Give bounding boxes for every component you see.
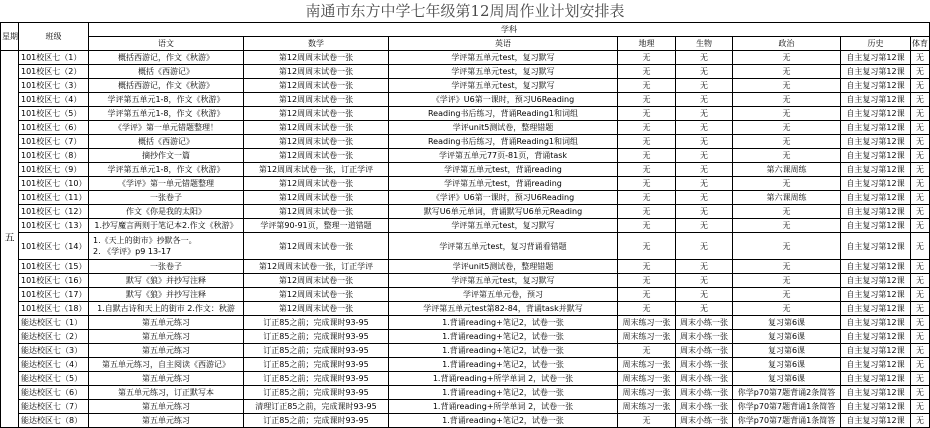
english-cell[interactable]: 1.背诵reading+笔记2，试卷一张 [389,344,618,358]
english-cell[interactable]: 学评第五单元test，复习默写 [389,274,618,288]
table-row [1,135,930,149]
table-row [1,414,930,428]
biology-cell[interactable]: 无 [676,163,733,177]
math-cell[interactable]: 第12周周末试卷一张 [244,135,389,149]
math-cell[interactable]: 第12周周末试卷一张 [244,65,389,79]
politics-cell[interactable]: 无 [733,51,841,65]
pe-cell[interactable]: 无 [911,372,930,386]
english-cell[interactable]: 学评第五单元test，复习背诵看错题 [389,233,618,260]
biology-cell[interactable]: 周末小练一张 [676,372,733,386]
math-cell[interactable]: 第12周周末试卷一张 [244,121,389,135]
table-row [1,121,930,135]
table-row [1,302,930,316]
math-cell[interactable]: 第12周周末试卷一张 [244,93,389,107]
geography-cell[interactable]: 无 [618,344,676,358]
class-cell[interactable]: 101校区七（7） [19,135,89,149]
history-cell[interactable]: 自主复习第12课 [841,288,911,302]
history-cell[interactable]: 自主复习第12课 [841,358,911,372]
chinese-cell[interactable]: 第五单元练习，订正默写本 [89,386,244,400]
biology-cell[interactable]: 周末小练一张 [676,344,733,358]
pe-cell[interactable]: 无 [911,51,930,65]
history-cell[interactable]: 自主复习第12课 [841,400,911,414]
english-cell[interactable]: 1.背诵reading+笔记2，试卷一张 [389,330,618,344]
history-cell[interactable]: 自主复习第12课 [841,414,911,428]
politics-cell[interactable]: 你学p70第7题背诵2条简答 [733,386,841,400]
cell-line: 1.《天上的街市》抄默各一。 [93,236,197,245]
math-cell[interactable]: 第12周周末试卷一张 [244,79,389,93]
biology-cell[interactable]: 无 [676,65,733,79]
math-cell[interactable]: 第12周周末试卷一张 [244,302,389,316]
math-cell[interactable]: 订正85之前；完成课时93-95 [244,414,389,428]
history-cell[interactable]: 自主复习第12课 [841,233,911,260]
chinese-cell[interactable]: 默写《狼》并抄写注释 [89,274,244,288]
biology-cell[interactable]: 无 [676,288,733,302]
chinese-cell[interactable]: 第五单元练习 [89,330,244,344]
header-math: 数学 [244,37,389,51]
table-row [1,205,930,219]
biology-cell[interactable]: 无 [676,191,733,205]
geography-cell[interactable]: 无 [618,302,676,316]
math-cell[interactable]: 第12周周末试卷一张 [244,288,389,302]
biology-cell[interactable]: 无 [676,51,733,65]
geography-cell[interactable]: 无 [618,135,676,149]
table-row [1,288,930,302]
chinese-cell[interactable]: 1.自默古诗和天上的街市 2.作文：秋游 [89,302,244,316]
chinese-cell[interactable]: 第五单元练习 [89,400,244,414]
geography-cell[interactable]: 无 [618,260,676,274]
table-body [1,51,930,428]
biology-cell[interactable]: 无 [676,260,733,274]
chinese-cell[interactable]: 摘抄作文一篇 [89,149,244,163]
class-cell[interactable]: 能达校区七（4） [19,358,89,372]
table-row [1,400,930,414]
math-cell[interactable]: 第12周周末试卷一张 [244,191,389,205]
class-cell[interactable]: 101校区七（5） [19,107,89,121]
pe-cell[interactable]: 无 [911,163,930,177]
biology-cell[interactable]: 周末小练一张 [676,386,733,400]
class-cell[interactable]: 101校区七（3） [19,79,89,93]
english-cell[interactable]: 学评unit5测试卷，整理错题 [389,260,618,274]
pe-cell[interactable]: 无 [911,135,930,149]
history-cell[interactable]: 自主复习第12课 [841,65,911,79]
geography-cell[interactable]: 无 [618,107,676,121]
pe-cell[interactable]: 无 [911,400,930,414]
politics-cell[interactable]: 无 [733,233,841,260]
pe-cell[interactable]: 无 [911,191,930,205]
class-cell[interactable]: 101校区七（8） [19,149,89,163]
math-cell[interactable]: 订正85之前；完成课时93-95 [244,358,389,372]
geography-cell[interactable]: 周末练习一张 [618,372,676,386]
history-cell[interactable]: 自主复习第12课 [841,386,911,400]
chinese-cell[interactable]: 《学评》第一单元错题整理 [89,177,244,191]
chinese-cell[interactable]: 第五单元练习 [89,372,244,386]
header-biology: 生物 [676,37,733,51]
biology-cell[interactable]: 周末小练一张 [676,316,733,330]
chinese-cell[interactable]: 作文《你是我的太阳》 [89,205,244,219]
politics-cell[interactable]: 你学p70第7题背诵1条简答 [733,400,841,414]
chinese-cell[interactable]: 学评第五单元1-8，作文《秋游》 [89,93,244,107]
table-row [1,191,930,205]
politics-cell[interactable]: 无 [733,260,841,274]
biology-cell[interactable]: 无 [676,219,733,233]
geography-cell[interactable]: 无 [618,233,676,260]
chinese-cell[interactable]: 概括西游记，作文《秋游》 [89,79,244,93]
english-cell[interactable]: 学评第五单元test第82-84，背诵task并默写 [389,302,618,316]
table-header [1,23,930,51]
header-week: 星期 [1,23,19,51]
english-cell[interactable]: 《学评》U6第一课时，预习U6Reading [389,93,618,107]
politics-cell[interactable]: 无 [733,135,841,149]
class-cell[interactable]: 101校区七（16） [19,274,89,288]
geography-cell[interactable]: 无 [618,274,676,288]
math-cell[interactable]: 第12周周末试卷一张 [244,274,389,288]
header-subjects-group: 学科 [89,23,930,37]
class-cell[interactable]: 101校区七（12） [19,205,89,219]
math-cell[interactable]: 学评第90-91页，整理一道错题 [244,219,389,233]
chinese-cell[interactable]: 第五单元练习 [89,316,244,330]
chinese-cell[interactable] [89,233,244,260]
history-cell[interactable]: 自主复习第12课 [841,330,911,344]
geography-cell[interactable]: 周末练习一张 [618,316,676,330]
politics-cell[interactable]: 复习第6课 [733,372,841,386]
english-cell[interactable]: 1.背诵reading+笔记2，试卷一张 [389,414,618,428]
math-cell[interactable]: 订正85之前；完成课时93-95 [244,330,389,344]
pe-cell[interactable]: 无 [911,79,930,93]
header-geography: 地理 [618,37,676,51]
geography-cell[interactable]: 无 [618,121,676,135]
english-cell[interactable]: Reading书后练习，背诵Reading1和词组 [389,107,618,121]
table-row [1,316,930,330]
class-cell[interactable]: 能达校区七（5） [19,372,89,386]
math-cell[interactable]: 订正85之前；完成课时93-95 [244,386,389,400]
chinese-cell[interactable]: 1.抄写魔言两则于笔记本2.作文《秋游》 [89,219,244,233]
history-cell[interactable]: 自主复习第12课 [841,344,911,358]
english-cell[interactable]: 默写U6单元单词，背诵默写U6单元Reading [389,205,618,219]
geography-cell[interactable]: 无 [618,191,676,205]
pe-cell[interactable]: 无 [911,121,930,135]
english-cell[interactable]: 1.背诵reading+笔记2，试卷一张 [389,386,618,400]
geography-cell[interactable]: 无 [618,93,676,107]
biology-cell[interactable]: 周末小练一张 [676,330,733,344]
english-cell[interactable]: 《学评》U6第一课时，预习U6Reading [389,191,618,205]
math-cell[interactable]: 第12周周末试卷一张 [244,205,389,219]
history-cell[interactable]: 自主复习第12课 [841,79,911,93]
table-row [1,372,930,386]
history-cell[interactable]: 自主复习第12课 [841,107,911,121]
math-cell[interactable]: 第12周周末试卷一张 [244,149,389,163]
english-cell[interactable]: 1.背诵reading+笔记2，试卷一张 [389,316,618,330]
class-cell[interactable]: 101校区七（11） [19,191,89,205]
biology-cell[interactable]: 周末小练一张 [676,414,733,428]
geography-cell[interactable]: 周末练习一张 [618,386,676,400]
table-row [1,330,930,344]
politics-cell[interactable]: 无 [733,219,841,233]
chinese-cell[interactable]: 第五单元练习，自主阅读《西游记》 [89,358,244,372]
chinese-cell[interactable]: 默写《狼》并抄写注释 [89,288,244,302]
history-cell[interactable]: 自主复习第12课 [841,163,911,177]
pe-cell[interactable]: 无 [911,386,930,400]
header-chinese: 语文 [89,37,244,51]
table-row [1,358,930,372]
math-cell[interactable]: 订正85之前；完成课时93-95 [244,372,389,386]
politics-cell[interactable]: 无 [733,288,841,302]
table-row [1,260,930,274]
politics-cell[interactable]: 第六课周练 [733,191,841,205]
politics-cell[interactable]: 无 [733,205,841,219]
history-cell[interactable]: 自主复习第12课 [841,135,911,149]
biology-cell[interactable]: 无 [676,205,733,219]
geography-cell[interactable]: 无 [618,219,676,233]
biology-cell[interactable]: 无 [676,121,733,135]
history-cell[interactable]: 自主复习第12课 [841,149,911,163]
politics-cell[interactable]: 复习第6课 [733,330,841,344]
english-cell[interactable]: 学评第五单元test，背诵reading [389,163,618,177]
chinese-cell[interactable]: 学评第五单元1-8，作文《秋游》 [89,163,244,177]
history-cell[interactable]: 自主复习第12课 [841,191,911,205]
table-row [1,219,930,233]
politics-cell[interactable]: 无 [733,149,841,163]
english-cell[interactable]: 学评unit5测试卷，整理错题 [389,121,618,135]
geography-cell[interactable]: 无 [618,79,676,93]
politics-cell[interactable]: 无 [733,121,841,135]
class-cell[interactable]: 101校区七（1） [19,51,89,65]
politics-cell[interactable]: 无 [733,107,841,121]
math-cell[interactable]: 第12周周末试卷一张 [244,51,389,65]
pe-cell[interactable]: 无 [911,414,930,428]
pe-cell[interactable]: 无 [911,177,930,191]
english-cell[interactable]: 1.背诵reading+笔记2，试卷一张 [389,358,618,372]
pe-cell[interactable]: 无 [911,330,930,344]
class-cell[interactable]: 能达校区七（2） [19,330,89,344]
history-cell[interactable]: 自主复习第12课 [841,260,911,274]
biology-cell[interactable]: 无 [676,93,733,107]
history-cell[interactable]: 自主复习第12课 [841,121,911,135]
pe-cell[interactable]: 无 [911,274,930,288]
biology-cell[interactable]: 无 [676,177,733,191]
chinese-cell[interactable]: 《学评》第一单元错题整理！ [89,121,244,135]
class-cell[interactable]: 101校区七（15） [19,260,89,274]
biology-cell[interactable]: 周末小练一张 [676,400,733,414]
pe-cell[interactable]: 无 [911,358,930,372]
sheet-title: 南通市东方中学七年级第12周周作业计划安排表 [305,2,625,20]
geography-cell[interactable]: 无 [618,288,676,302]
cell-line: 2. 《学评》p9 13-17 [93,247,172,256]
day-cell[interactable]: 五 [1,51,19,428]
english-cell[interactable]: 学评第五单元test，复习默写 [389,79,618,93]
math-cell[interactable]: 订正85之前；完成课时93-95 [244,316,389,330]
english-cell[interactable]: 学评第五单元test，复习默写 [389,219,618,233]
class-cell[interactable]: 101校区七（18） [19,302,89,316]
math-cell[interactable]: 订正85之前；完成课时93-95 [244,344,389,358]
politics-cell[interactable]: 你学p70第7题背诵1条简答 [733,414,841,428]
class-cell[interactable]: 101校区七（2） [19,65,89,79]
english-cell[interactable]: 学评第五单元test，背诵reading [389,177,618,191]
politics-cell[interactable]: 无 [733,274,841,288]
class-cell[interactable]: 能达校区七（7） [19,400,89,414]
table-row [1,149,930,163]
class-cell[interactable]: 101校区七（6） [19,121,89,135]
pe-cell[interactable]: 无 [911,149,930,163]
english-cell[interactable]: 学评第五单元test，复习默写 [389,65,618,79]
geography-cell[interactable]: 无 [618,51,676,65]
politics-cell[interactable]: 复习第6课 [733,344,841,358]
header-class: 班级 [19,23,89,51]
class-cell[interactable]: 能达校区七（8） [19,414,89,428]
biology-cell[interactable]: 无 [676,149,733,163]
table-row [1,79,930,93]
history-cell[interactable]: 自主复习第12课 [841,205,911,219]
class-cell[interactable]: 101校区七（4） [19,93,89,107]
history-cell[interactable]: 自主复习第12课 [841,219,911,233]
table-row [1,274,930,288]
pe-cell[interactable]: 无 [911,93,930,107]
geography-cell[interactable]: 无 [618,177,676,191]
header-english: 英语 [389,37,618,51]
table-row [1,344,930,358]
geography-cell[interactable]: 无 [618,414,676,428]
geography-cell[interactable]: 周末练习一张 [618,400,676,414]
pe-cell[interactable]: 无 [911,302,930,316]
geography-cell[interactable]: 无 [618,205,676,219]
biology-cell[interactable]: 无 [676,302,733,316]
english-cell[interactable]: 1.背诵reading+所学单词 2，试卷一张 [389,400,618,414]
chinese-cell[interactable]: 概括《西游记》 [89,135,244,149]
table-row [1,233,930,260]
pe-cell[interactable]: 无 [911,65,930,79]
class-cell[interactable]: 101校区七（17） [19,288,89,302]
biology-cell[interactable]: 无 [676,107,733,121]
history-cell[interactable]: 自主复习第12课 [841,177,911,191]
biology-cell[interactable]: 无 [676,274,733,288]
history-cell[interactable]: 自主复习第12课 [841,302,911,316]
class-cell[interactable]: 101校区七（10） [19,177,89,191]
english-cell[interactable]: Reading书后练习，背诵Reading1和词组 [389,135,618,149]
table-row [1,51,930,65]
math-cell[interactable]: 清理订正85之前，完成课时93-95 [244,400,389,414]
politics-cell[interactable]: 无 [733,79,841,93]
history-cell[interactable]: 自主复习第12课 [841,316,911,330]
table-row [1,386,930,400]
geography-cell[interactable]: 无 [618,149,676,163]
class-cell[interactable]: 能达校区七（3） [19,344,89,358]
biology-cell[interactable]: 无 [676,79,733,93]
chinese-cell[interactable]: 一张卷子 [89,191,244,205]
politics-cell[interactable]: 无 [733,302,841,316]
chinese-cell[interactable]: 一张卷子 [89,260,244,274]
pe-cell[interactable]: 无 [911,233,930,260]
biology-cell[interactable]: 周末小练一张 [676,358,733,372]
subject-header-row [1,37,930,51]
class-cell[interactable]: 能达校区七（6） [19,386,89,400]
table-row [1,93,930,107]
header-pe: 体育 [911,37,930,51]
biology-cell[interactable]: 无 [676,233,733,260]
english-cell[interactable]: 学评第五单元77页-81页，背诵task [389,149,618,163]
english-cell[interactable]: 1.背诵reading+所学单词 2，试卷一张 [389,372,618,386]
pe-cell[interactable]: 无 [911,205,930,219]
chinese-cell[interactable]: 第五单元练习 [89,414,244,428]
chinese-cell[interactable]: 第五单元练习 [89,344,244,358]
table-row [1,107,930,121]
politics-cell[interactable]: 无 [733,65,841,79]
biology-cell[interactable]: 无 [676,135,733,149]
history-cell[interactable]: 自主复习第12课 [841,274,911,288]
history-cell[interactable]: 自主复习第12课 [841,51,911,65]
geography-cell[interactable]: 无 [618,163,676,177]
math-cell[interactable]: 第12周周末试卷一张，订正学评 [244,163,389,177]
politics-cell[interactable]: 无 [733,177,841,191]
pe-cell[interactable]: 无 [911,260,930,274]
chinese-cell[interactable]: 概括《西游记》 [89,65,244,79]
pe-cell[interactable]: 无 [911,344,930,358]
politics-cell[interactable]: 第六课周练 [733,163,841,177]
class-cell[interactable]: 101校区七（9） [19,163,89,177]
geography-cell[interactable]: 无 [618,65,676,79]
english-cell[interactable]: 学评第五单元卷，预习 [389,288,618,302]
pe-cell[interactable]: 无 [911,288,930,302]
pe-cell[interactable]: 无 [911,316,930,330]
politics-cell[interactable]: 复习第6课 [733,358,841,372]
chinese-cell[interactable]: 概括西游记，作文《秋游》 [89,51,244,65]
math-cell[interactable]: 第12周周末试卷一张 [244,233,389,260]
history-cell[interactable]: 自主复习第12课 [841,372,911,386]
geography-cell[interactable]: 周末练习一张 [618,330,676,344]
header-politics: 政治 [733,37,841,51]
math-cell[interactable]: 第12周周末试卷一张 [244,177,389,191]
table-row [1,177,930,191]
class-cell[interactable]: 能达校区七（1） [19,316,89,330]
pe-cell[interactable]: 无 [911,107,930,121]
politics-cell[interactable]: 无 [733,93,841,107]
table-row [1,163,930,177]
pe-cell[interactable]: 无 [911,219,930,233]
table-row [1,65,930,79]
english-cell[interactable]: 学评第五单元test，复习默写 [389,51,618,65]
math-cell[interactable]: 第12周周末试卷一张，订正学评 [244,260,389,274]
chinese-cell[interactable]: 学评第五单元1-8，作文《秋游》 [89,107,244,121]
history-cell[interactable]: 自主复习第12课 [841,93,911,107]
header-history: 历史 [841,37,911,51]
class-cell[interactable]: 101校区七（14） [19,233,89,260]
math-cell[interactable]: 第12周周末试卷一张 [244,107,389,121]
politics-cell[interactable]: 复习第6课 [733,316,841,330]
class-cell[interactable]: 101校区七（13） [19,219,89,233]
homework-plan-table [0,22,930,428]
geography-cell[interactable]: 周末练习一张 [618,358,676,372]
